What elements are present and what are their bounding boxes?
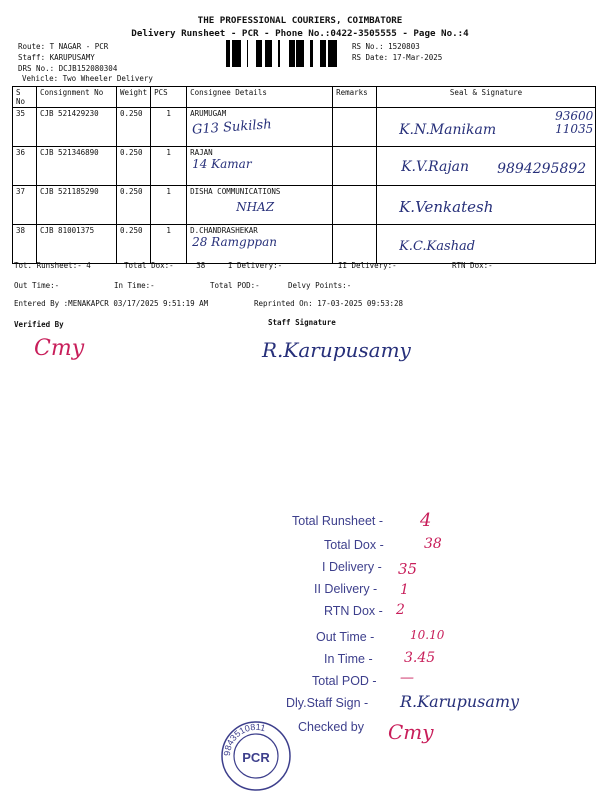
barcode-bar: [238, 40, 241, 67]
stamp-value: 38: [424, 536, 442, 552]
table-row: [13, 186, 596, 225]
stamp-row: [270, 716, 590, 746]
barcode-bar: [325, 40, 326, 67]
col-sno: S No: [13, 87, 37, 108]
staff-signature: R.Karupusamy: [262, 338, 411, 362]
total-dox: [124, 261, 205, 270]
tot-runsheet: Tot. Runsheet:- 4: [14, 261, 91, 270]
stamp-label: Dly.Staff Sign -: [286, 696, 369, 710]
stamp-label: Checked by: [298, 720, 365, 734]
barcode-bar: [229, 40, 230, 67]
row-consignee: [187, 108, 333, 147]
barcode-bar: [235, 40, 236, 67]
stamp-value: 2: [396, 602, 405, 618]
barcode-bar: [301, 40, 302, 67]
col-weight: Weight: [117, 87, 151, 108]
ii-delivery: II Delivery:-: [338, 261, 397, 270]
row-consignment: CJB 521185290: [37, 186, 117, 225]
barcode-bar: [332, 40, 334, 67]
barcode-bar: [290, 40, 292, 67]
row-weight: 0.250: [117, 108, 151, 147]
row-sno: 35: [13, 108, 37, 147]
stamp-label: Total POD -: [312, 674, 377, 688]
in-time: In Time:-: [114, 281, 155, 290]
row-weight: 0.250: [117, 186, 151, 225]
row-pcs: 1: [151, 108, 187, 147]
stamp-value: 3.45: [404, 650, 436, 666]
barcode-bar: [320, 40, 322, 67]
row-remarks: [333, 108, 377, 147]
stamp-value: —: [400, 670, 414, 686]
barcode-bar: [268, 40, 271, 67]
barcode-bar: [232, 40, 235, 67]
handwritten-signature: K.V.Rajan: [401, 159, 470, 175]
runsheet-table: [12, 86, 596, 264]
handwritten-note: 14 Kamar: [192, 157, 252, 171]
delivery-stamp: [270, 510, 590, 746]
barcode-bar: [265, 40, 266, 67]
vehicle: Vehicle: Two Wheeler Delivery: [22, 74, 153, 83]
barcode-bar: [247, 40, 248, 67]
barcode-bar: [310, 40, 313, 67]
handwritten-signature: K.C.Kashad: [399, 239, 476, 254]
runsheet-title: Delivery Runsheet - PCR - Phone No.:0422-3505555 - Page No.:4: [131, 28, 469, 39]
table-row: [13, 108, 596, 147]
barcode-bar: [322, 40, 325, 67]
barcode-bar: [236, 40, 238, 67]
consignee-name: ARUMUGAM: [190, 109, 227, 118]
stamp-value: 35: [398, 560, 418, 578]
row-consignment: CJB 521429230: [37, 108, 117, 147]
staff-signature-label: Staff Signature: [268, 318, 336, 327]
stamp-row: [270, 626, 590, 648]
row-sno: 36: [13, 147, 37, 186]
barcode-bar: [302, 40, 304, 67]
col-seal-signature: Seal & Signature: [377, 87, 596, 108]
row-remarks: [333, 147, 377, 186]
barcode-bar: [278, 40, 280, 67]
verified-signature: Cmy: [34, 336, 85, 361]
seal-text: PCR: [242, 750, 270, 765]
col-remarks: Remarks: [333, 87, 377, 108]
barcode-bar: [334, 40, 337, 67]
row-pcs: 1: [151, 186, 187, 225]
consignee-name: D.CHANDRASHEKAR: [190, 226, 258, 235]
consignee-name: RAJAN: [190, 148, 213, 157]
entered-by: Entered By :MENAKAPCR 03/17/2025 9:51:19 AM: [14, 299, 209, 308]
stamp-row: [270, 556, 590, 580]
col-consignee: Consignee Details: [187, 87, 333, 108]
handwritten-note: G13 Sukilsh: [191, 117, 273, 138]
barcode-bar: [331, 40, 332, 67]
stamp-label: Total Runsheet -: [292, 514, 384, 528]
table-row: [13, 147, 596, 186]
handwritten-note: 28 Ramgppan: [192, 235, 277, 249]
table-header-row: [13, 87, 596, 108]
row-sno: 38: [13, 225, 37, 264]
barcode-bar: [256, 40, 259, 67]
pcr-seal: [220, 720, 292, 792]
row-pcs: 1: [151, 225, 187, 264]
stamp-row: [270, 670, 590, 692]
stamp-label: I Delivery -: [322, 560, 382, 574]
row-remarks: [333, 225, 377, 264]
barcode-bar: [260, 40, 262, 67]
handwritten-signature: K.N.Manikam: [399, 122, 497, 138]
barcode-bar: [296, 40, 298, 67]
barcode-bar: [266, 40, 268, 67]
stamp-label: RTN Dox -: [324, 604, 383, 618]
row-signature: [377, 108, 596, 147]
stamp-label: Total Dox -: [324, 538, 384, 552]
barcode: [226, 40, 341, 67]
stamp-label: In Time -: [324, 652, 373, 666]
barcode-bar: [271, 40, 272, 67]
stamp-row: [270, 602, 590, 626]
stamp-row: [270, 534, 590, 556]
rs-date: RS Date: 17-Mar-2025: [352, 53, 443, 62]
stamp-value: Cmy: [388, 720, 434, 744]
row-weight: 0.250: [117, 225, 151, 264]
stamp-label: Out Time -: [316, 630, 375, 644]
stamp-row: [270, 510, 590, 534]
row-consignment: CJB 521346890: [37, 147, 117, 186]
total-pod: Total POD:-: [210, 281, 260, 290]
out-time: Out Time:-: [14, 281, 60, 290]
reprinted-on: Reprinted On: 17-03-2025 09:53:28: [254, 299, 404, 308]
stamp-label: II Delivery -: [314, 582, 378, 596]
staff: Staff: KARUPUSAMY: [18, 53, 95, 62]
handwritten-phone: 9894295892: [497, 161, 587, 177]
row-sno: 37: [13, 186, 37, 225]
seal-number: 9843510811: [221, 721, 267, 757]
handwritten-note: NHAZ: [236, 200, 275, 214]
verified-by-label: Verified By: [14, 320, 64, 329]
rs-no: RS No.: 1520803: [352, 42, 420, 51]
consignee-name: DISHA COMMUNICATIONS: [190, 187, 281, 196]
handwritten-phone: 93600 11035: [555, 109, 594, 136]
rtn-dox: RTN Dox:-: [452, 261, 493, 270]
stamp-row: [270, 692, 590, 716]
stamp-value: 1: [400, 582, 409, 598]
handwritten-signature: K.Venkatesh: [399, 198, 494, 216]
barcode-bar: [292, 40, 295, 67]
total-dox-value: 38: [196, 261, 206, 270]
drs-no: DRS No.: DCJB152080304: [18, 64, 118, 73]
barcode-bar: [328, 40, 331, 67]
table-row: [13, 225, 596, 264]
row-consignee: [187, 186, 333, 225]
row-signature: [377, 225, 596, 264]
barcode-bar: [289, 40, 290, 67]
barcode-bar: [298, 40, 301, 67]
row-signature: [377, 147, 596, 186]
stamp-value: 4: [420, 510, 432, 531]
barcode-bar: [259, 40, 260, 67]
route: Route: T NAGAR - PCR: [18, 42, 109, 51]
stamp-value: R.Karupusamy: [400, 692, 520, 711]
row-weight: 0.250: [117, 147, 151, 186]
row-consignee: [187, 147, 333, 186]
stamp-row: [270, 648, 590, 670]
stamp-value: 10.10: [410, 628, 445, 642]
col-pcs: PCS: [151, 87, 187, 108]
col-consignment: Consignment No: [37, 87, 117, 108]
row-remarks: [333, 186, 377, 225]
row-consignment: CJB 81001375: [37, 225, 117, 264]
company-name: THE PROFESSIONAL COURIERS, COIMBATORE: [197, 15, 403, 26]
total-dox-label: Total Dox:-: [124, 261, 174, 270]
stamp-row: [270, 580, 590, 602]
barcode-bar: [226, 40, 229, 67]
row-signature: [377, 186, 596, 225]
i-delivery: I Delivery:-: [228, 261, 283, 270]
delvy-points: Delvy Points:-: [288, 281, 352, 290]
row-pcs: 1: [151, 147, 187, 186]
row-consignee: [187, 225, 333, 264]
